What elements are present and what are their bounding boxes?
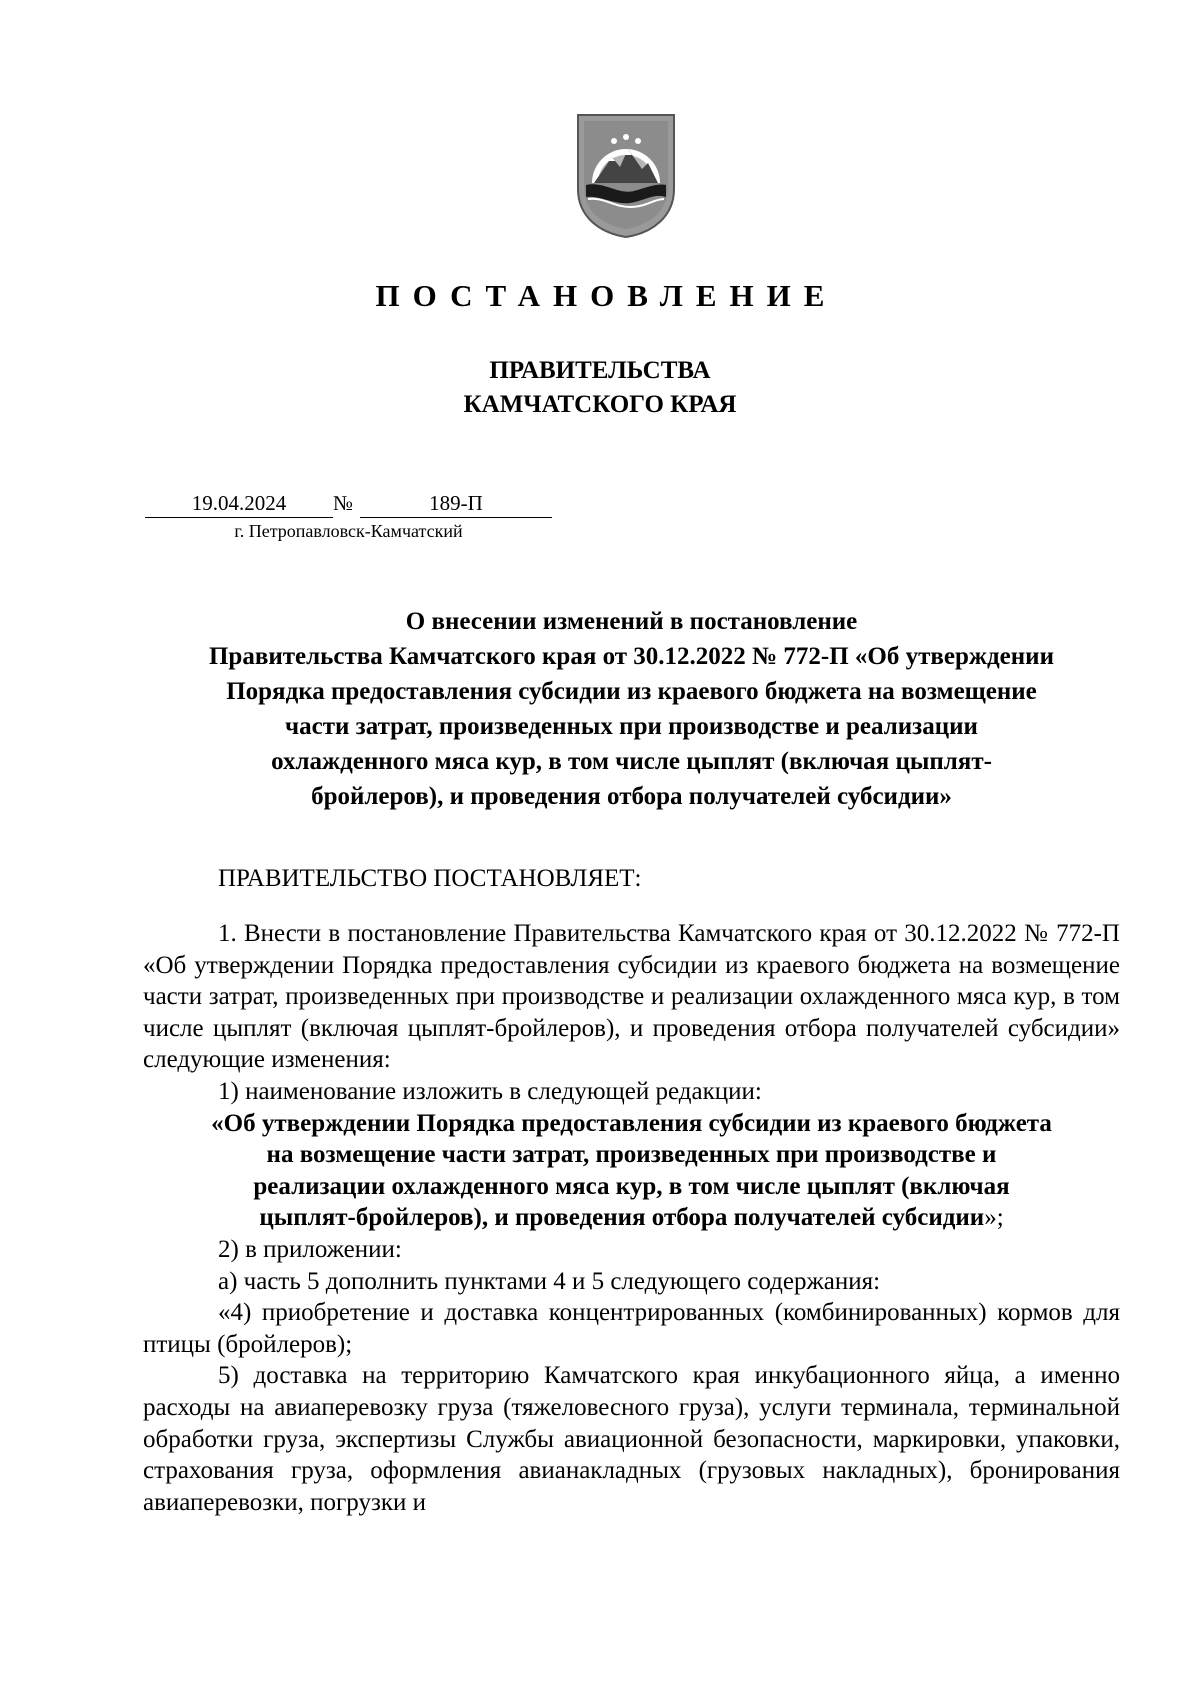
document-number: 189-П — [360, 490, 552, 518]
document-type: ПОСТАНОВЛЕНИЕ — [375, 278, 838, 313]
paragraph-2: 1) наименование изложить в следующей редакции: — [218, 1077, 762, 1105]
paragraph-1: 1. Внести в постановление Правительства Камчатского края от 30.12.2022 № 772-П «Об утверждении Порядка предоставления субсидии из краевого бюджета на возмещение части затрат, произведенных при производстве и реализации охлажденного мяса кур, в том числе цыплят (включая цыплят-бройлеров), и проведения отбора получателей субсидии» следующие изменения: — [143, 920, 1120, 1074]
issuing-authority — [0, 354, 1200, 422]
quote-line: цыплят-бройлеров), и проведения отбора получателей субсидии — [259, 1204, 985, 1232]
title-line: охлажденного мяса кур, в том числе цыплят (включая цыплят- — [271, 748, 992, 775]
title-line: бройлеров), и проведения отбора получателей субсидии» — [311, 783, 952, 810]
title-line: Порядка предоставления субсидии из краевого бюджета на возмещение — [226, 678, 1037, 705]
document-date: 19.04.2024 — [145, 490, 333, 518]
kamchatka-coat-of-arms-icon — [574, 111, 678, 239]
quote-line: на возмещение части затрат, произведенных при производстве и — [266, 1141, 997, 1169]
quote-line: реализации охлажденного мяса кур, в том числе цыплят (включая — [253, 1172, 1010, 1200]
title-line: части затрат, произведенных при производстве и реализации — [285, 713, 978, 740]
city-of-issue: г. Петропавловск-Камчатский — [234, 521, 463, 541]
quoted-new-title — [143, 1108, 1120, 1234]
decree-statement: ПРАВИТЕЛЬСТВО ПОСТАНОВЛЯЕТ: — [218, 865, 642, 892]
quote-line: «Об утверждении Порядка предоставления субсидии из краевого бюджета — [211, 1109, 1052, 1137]
paragraph-5: «4) приобретение и доставка концентрированных (комбинированных) кормов для птицы (бройлеров); — [143, 1299, 1120, 1358]
paragraph-6: 5) доставка на территорию Камчатского края инкубационного яйца, а именно расходы на авиаперевозку груза (тяжеловесного груза), услуги терминала, терминальной обработки груза, экспертизы Службы авиационной безопасности, маркировки, упаковки, страхования груза, оформления авианакладных (грузовых накладных), бронирования авиаперевозки, погрузки и — [143, 1362, 1120, 1516]
paragraph-4: а) часть 5 дополнить пунктами 4 и 5 следующего содержания: — [218, 1267, 881, 1295]
document-body — [143, 918, 1120, 1518]
document-title — [143, 604, 1120, 814]
authority-line: КАМЧАТСКОГО КРАЯ — [463, 391, 737, 418]
quote-tail: »; — [984, 1204, 1004, 1232]
title-line: О внесении изменений в постановление — [405, 608, 858, 635]
paragraph-3: 2) в приложении: — [218, 1235, 402, 1263]
authority-line: ПРАВИТЕЛЬСТВА — [489, 357, 711, 384]
number-sign: № — [333, 491, 354, 515]
title-line: Правительства Камчатского края от 30.12.2022 № 772-П «Об утверждении — [208, 643, 1054, 670]
